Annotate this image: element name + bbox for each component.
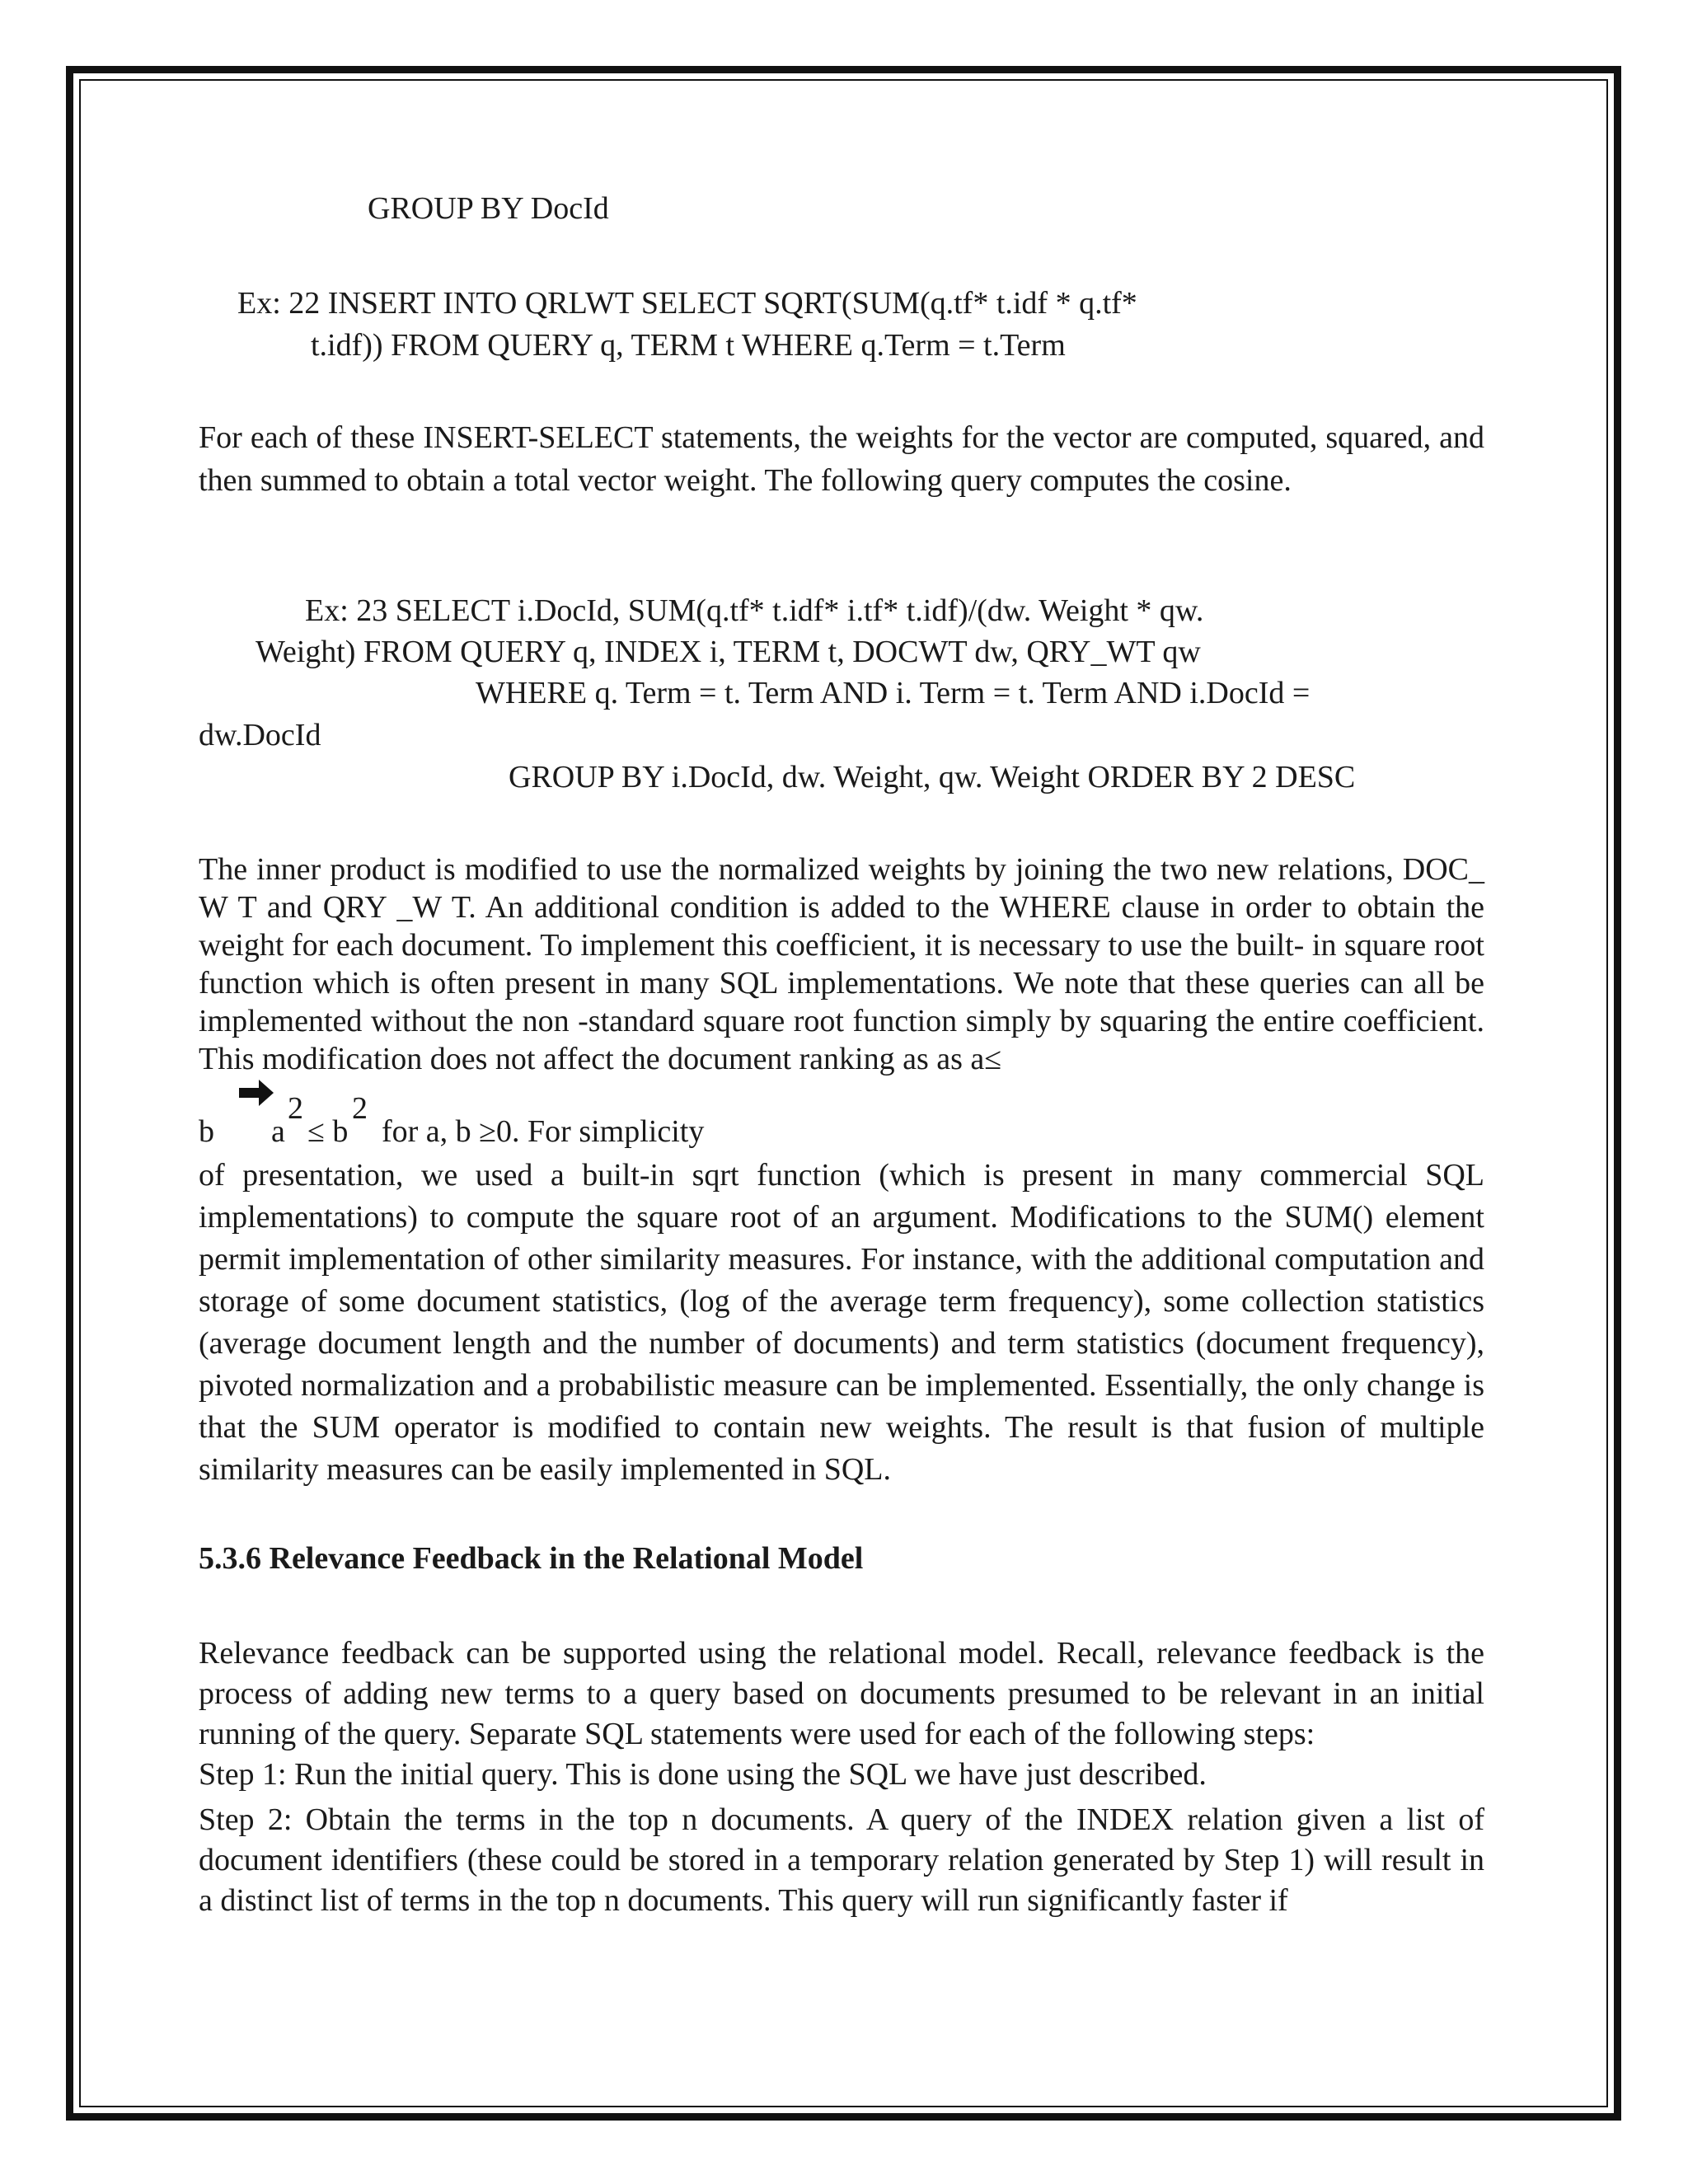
math-sup-b: 2	[352, 1091, 368, 1126]
paragraph-presentation	[199, 1155, 1484, 1491]
code-ex23-line4: dw.DocId	[199, 718, 321, 752]
paragraph-inner-product-text: The inner product is modified to use the normalized weights by joining the two new relations, DOC_ W T and QRY _W T. An additional condition is added to the WHERE clause in order to obtain the weight for each document. To implement this coefficient, it is necessary to use the built- in square root function which is often present in many SQL implementations. We note that these queries can all be implemented without the non -standard square root function simply by squaring the entire coefficient. This modification does not affect the document ranking as as a≤	[199, 852, 1484, 1076]
math-tail: for a, b ≥0. For simplicity	[382, 1114, 705, 1149]
math-a: a	[271, 1114, 285, 1149]
code-ex23-line2: Weight) FROM QUERY q, INDEX i, TERM t, DOCWT dw, QRY_WT qw	[256, 635, 1201, 669]
paragraph-inner-product	[199, 851, 1484, 1078]
code-ex23-line5: GROUP BY i.DocId, dw. Weight, qw. Weight ORDER BY 2 DESC	[509, 760, 1356, 794]
code-ex23-line3: WHERE q. Term = t. Term AND i. Term = t. Term AND i.DocId =	[476, 676, 1311, 710]
math-b: b	[199, 1114, 214, 1149]
code-ex22-line2: t.idf)) FROM QUERY q, TERM t WHERE q.Term = t.Term	[311, 328, 1066, 363]
implies-arrow-icon	[237, 1076, 275, 1109]
section-heading: 5.3.6 Relevance Feedback in the Relational Model	[199, 1541, 864, 1576]
paragraph-insert-select	[199, 416, 1484, 502]
math-sup-a: 2	[288, 1091, 303, 1126]
math-le-b: ≤ b	[307, 1114, 349, 1149]
code-group-by-docid: GROUP BY DocId	[368, 191, 609, 226]
paragraph-relevance-text: Relevance feedback can be supported using the relational model. Recall, relevance feedback is the process of adding new terms to a query based on documents presumed to be relevant in an initial running of the query. Separate SQL statements were used for each of the following steps:	[199, 1636, 1484, 1751]
code-ex23-line1: Ex: 23 SELECT i.DocId, SUM(q.tf* t.idf* i.tf* t.idf)/(dw. Weight * qw.	[305, 593, 1204, 628]
paragraph-relevance	[199, 1633, 1484, 1921]
paragraph-presentation-text: of presentation, we used a built-in sqrt function (which is present in many commercial SQL implementations) to compute the square root of an argument. Modifications to the SUM() element permit implementation of other similarity measures. For instance, with the additional computation and storage of some document statistics, (log of the average term frequency), some collection statistics (average document length and the number of documents) and term statistics (document frequency), pivoted normalization and a probabilistic measure can be implemented. Essentially, the only change is that the SUM operator is modified to contain new weights. The result is that fusion of multiple similarity measures can be easily implemented in SQL.	[199, 1158, 1484, 1487]
paragraph-insert-select-text: For each of these INSERT-SELECT statements, the weights for the vector are computed, squared, and then summed to obtain a total vector weight. The following query computes the cosine.	[199, 420, 1484, 498]
step-1: Step 1: Run the initial query. This is done using the SQL we have just described.	[199, 1757, 1207, 1792]
code-ex22-line1: Ex: 22 INSERT INTO QRLWT SELECT SQRT(SUM(q.tf* t.idf * q.tf*	[237, 286, 1137, 321]
step-2: Step 2: Obtain the terms in the top n documents. A query of the INDEX relation given a list of document identifiers (these could be stored in a temporary relation generated by Step 1) will result in a distinct list of terms in the top n documents. This query will run significantly faster if	[199, 1802, 1484, 1918]
